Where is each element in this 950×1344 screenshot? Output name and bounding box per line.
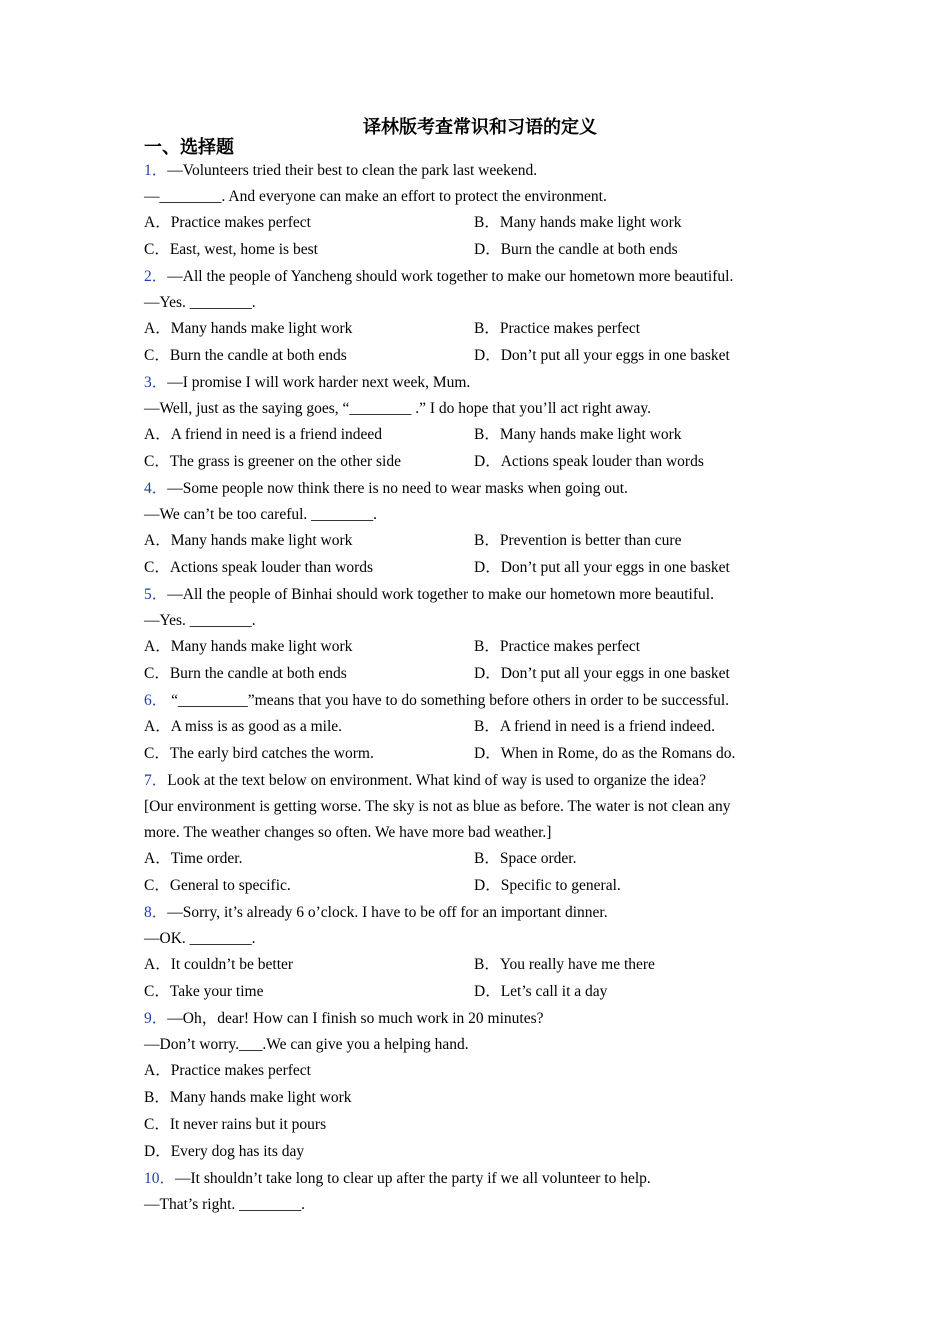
option-b[interactable]: B．Practice makes perfect (474, 320, 641, 338)
option-a[interactable]: A．Many hands make light work (144, 320, 353, 338)
question-8 (144, 900, 804, 1006)
option-d[interactable]: D．Don’t put all your eggs in one basket (474, 347, 730, 365)
question-line: —Yes. ________. (144, 294, 256, 312)
option-d[interactable]: D．Burn the candle at both ends (474, 241, 678, 259)
question-passage-line: [Our environment is getting worse. The sky is not as blue as before. The water is not clean any (144, 798, 731, 815)
option-a[interactable]: A．Practice makes perfect (144, 1062, 311, 1080)
option-d[interactable]: D．Don’t put all your eggs in one basket (474, 559, 730, 577)
option-c[interactable]: C．Burn the candle at both ends (144, 347, 347, 365)
question-number: 9． (144, 1010, 168, 1027)
question-stem: —Volunteers tried their best to clean the park last weekend. (167, 162, 538, 179)
option-b[interactable]: B．You really have me there (474, 956, 655, 974)
question-line: —That’s right. ________. (144, 1195, 306, 1213)
question-line: —________. And everyone can make an effort to protect the environment. (144, 188, 607, 206)
option-a[interactable]: A．A friend in need is a friend indeed (144, 426, 383, 444)
question-line: —Yes. ________. (144, 612, 256, 630)
question-1 (144, 158, 804, 264)
question-line: —We can’t be too careful. ________. (144, 506, 378, 524)
option-b[interactable]: B．Practice makes perfect (474, 638, 641, 656)
question-stem: —All the people of Binhai should work together to make our hometown more beautiful. (167, 586, 714, 603)
question-line: —Well, just as the saying goes, “________ .” I do hope that you’ll act right away. (144, 400, 651, 418)
option-b[interactable]: B．A friend in need is a friend indeed. (474, 718, 716, 736)
question-number: 3． (144, 374, 168, 391)
question-stem: —Sorry, it’s already 6 o’clock. I have to be off for an important dinner. (167, 904, 608, 921)
option-d[interactable]: D．Let’s call it a day (474, 983, 608, 1001)
option-a[interactable]: A．Many hands make light work (144, 638, 353, 656)
section-heading: 一、选择题 (144, 137, 234, 157)
option-c[interactable]: C．It never rains but it pours (144, 1116, 327, 1133)
question-stem: Look at the text below on environment. What kind of way is used to organize the idea? (167, 771, 707, 789)
question-6 (144, 688, 804, 768)
option-d[interactable]: D．Actions speak louder than words (474, 453, 704, 471)
option-b[interactable]: B．Many hands make light work (144, 1089, 352, 1107)
option-a[interactable]: A．Many hands make light work (144, 532, 353, 550)
option-c[interactable]: C．Burn the candle at both ends (144, 665, 347, 683)
option-c[interactable]: C．East, west, home is best (144, 241, 318, 259)
question-number: 2． (144, 268, 168, 285)
question-10 (144, 1166, 804, 1218)
option-d[interactable]: D．Specific to general. (474, 877, 621, 895)
question-number: 5． (144, 586, 168, 603)
question-stem: —Oh，dear! How can I finish so much work in 20 minutes? (167, 1010, 544, 1027)
option-b[interactable]: B．Many hands make light work (474, 426, 682, 444)
question-2 (144, 264, 804, 370)
option-c[interactable]: C．Take your time (144, 983, 264, 1001)
document-page (144, 114, 804, 1218)
option-a[interactable]: A．A miss is as good as a mile. (144, 718, 343, 736)
option-d[interactable]: D．Every dog has its day (144, 1142, 305, 1160)
question-number: 10． (144, 1169, 176, 1187)
question-9 (144, 1006, 804, 1166)
question-line: —Don’t worry.___.We can give you a helping hand. (144, 1036, 469, 1054)
question-passage-line: more. The weather changes so often. We have more bad weather.] (144, 824, 552, 842)
option-d[interactable]: D．When in Rome, do as the Romans do. (474, 745, 736, 762)
question-number: 1． (144, 162, 168, 179)
option-c[interactable]: C．The early bird catches the worm. (144, 745, 374, 762)
option-c[interactable]: C．The grass is greener on the other side (144, 453, 401, 471)
question-7 (144, 768, 804, 900)
question-4 (144, 476, 804, 582)
question-stem: “_________”means that you have to do something before others in order to be successful. (167, 692, 729, 709)
option-b[interactable]: B．Space order. (474, 850, 577, 868)
question-number: 7． (144, 771, 168, 789)
question-3 (144, 370, 804, 476)
option-b[interactable]: B．Many hands make light work (474, 214, 682, 232)
option-a[interactable]: A．Time order. (144, 850, 243, 868)
question-stem: —All the people of Yancheng should work together to make our hometown more beautiful. (167, 268, 734, 285)
question-number: 4． (144, 480, 168, 497)
document-title: 译林版考查常识和习语的定义 (363, 117, 597, 137)
option-a[interactable]: A．Practice makes perfect (144, 214, 311, 232)
option-b[interactable]: B．Prevention is better than cure (474, 532, 682, 550)
option-d[interactable]: D．Don’t put all your eggs in one basket (474, 665, 730, 683)
option-c[interactable]: C．Actions speak louder than words (144, 559, 374, 577)
question-stem: —It shouldn’t take long to clear up after the party if we all volunteer to help. (175, 1169, 651, 1187)
question-line: —OK. ________. (144, 930, 256, 948)
option-a[interactable]: A．It couldn’t be better (144, 956, 294, 974)
question-number: 6． (144, 692, 168, 709)
question-stem: —Some people now think there is no need to wear masks when going out. (167, 480, 628, 497)
option-c[interactable]: C．General to specific. (144, 877, 291, 895)
question-stem: —I promise I will work harder next week, Mum. (167, 374, 471, 391)
question-number: 8． (144, 904, 168, 921)
question-5 (144, 582, 804, 688)
